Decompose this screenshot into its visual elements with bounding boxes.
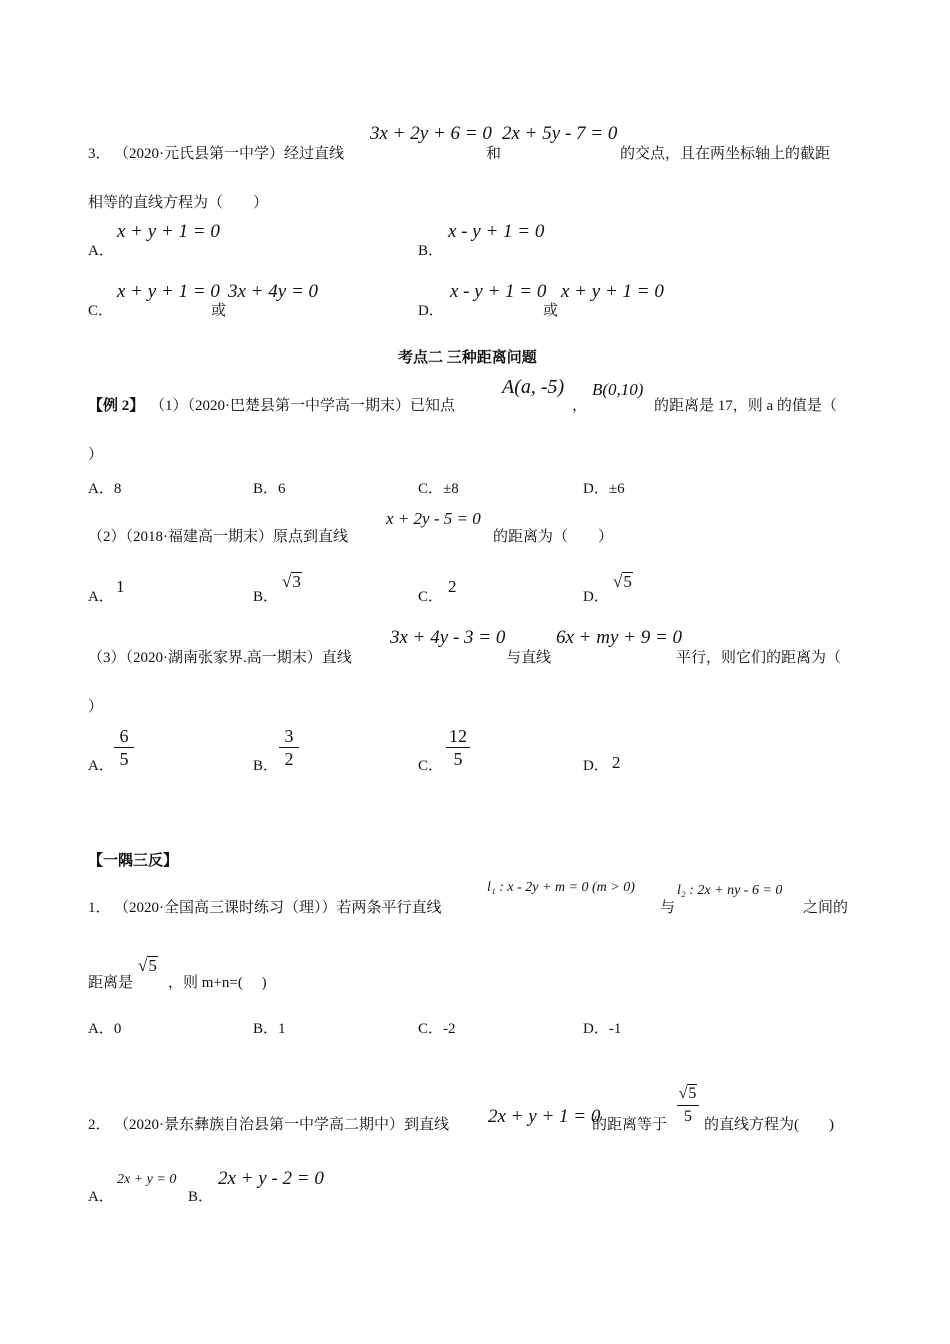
practice-q2-mid: 的距离等于 [592,1117,668,1133]
practice-q2-equation: 2x + y + 1 = 0 [488,1106,601,1127]
practice-q1-sqrt5: √5 [138,956,157,975]
section-title: 考点二 三种距离问题 [398,350,537,366]
ex2-p3-mid: 与直线 [506,650,552,666]
ex2-p3-option-b-fraction: 3 2 [278,725,300,770]
ex2-p1-option-b: B．6 [253,481,286,497]
ex2-p1-close: ） [88,447,104,463]
ex2-p3-option-c-label: C． [418,758,444,774]
ex2-p3-option-d-label: D． [583,758,609,774]
practice-q1-line1: l₁ : x - 2y + m = 0 (m > 0) [487,880,635,895]
practice-q1-with: 与 [660,900,676,916]
ex2-p2-option-d-value: √5 [613,572,632,591]
ex2-p2-option-a-label: A． [88,589,114,605]
q3-line2-equation: 2x + 5y - 7 = 0 [502,123,618,144]
q3-option-d-math2: x + y + 1 = 0 [561,281,664,302]
ex2-p1-option-c: C．±8 [418,481,459,497]
ex2-p2-equation: x + 2y - 5 = 0 [386,509,481,528]
ex2-p1-point-b: B(0,10) [592,380,644,399]
practice-q2-option-b-math: 2x + y - 2 = 0 [218,1168,324,1189]
ex2-p3-option-d-value: 2 [612,753,621,772]
q3-option-b-label: B． [418,243,444,259]
ex2-p3-stem: （3）（2020·湖南张家界.高一期末）直线 [88,650,352,666]
practice-q1-option-b: B．1 [253,1021,286,1037]
ex2-p1-option-d: D．±6 [583,481,625,497]
practice-q2-option-a-math: 2x + y = 0 [117,1172,177,1187]
practice-q1-option-a: A．0 [88,1021,122,1037]
ex2-p3-option-b-label: B． [253,758,279,774]
q3-and: 和 [486,146,502,162]
ex2-p2-option-c-label: C． [418,589,444,605]
ex2-p1-point-a: A(a, -5) [502,376,565,398]
practice-q2-tail: 的直线方程为( ) [704,1117,834,1133]
q3-option-a-label: A． [88,243,114,259]
ex2-p3-tail: 平行，则它们的距离为（ [676,650,842,666]
ex2-p1-option-a: A．8 [88,481,122,497]
ex2-p3-close: ） [88,699,104,715]
practice-q2-number: 2． [88,1117,111,1133]
ex2-p3-option-a-fraction: 6 5 [113,725,135,770]
q3-number: 3． [88,146,111,162]
practice-q2-source: （2020·景东彝族自治县第一中学高二期中）到直线 [114,1117,449,1133]
practice-q1-line2-text-b: ，则 m+n=( ) [168,975,267,991]
q3-option-a-math: x + y + 1 = 0 [117,221,220,242]
q3-source: （2020·元氏县第一中学）经过直线 [114,146,344,162]
q3-stem-tail: 的交点，且在两坐标轴上的截距 [620,146,831,162]
q3-option-c-or: 或 [211,303,227,319]
practice-q2-option-a-label: A． [88,1189,114,1205]
ex2-p2-option-b-label: B． [253,589,279,605]
practice-q2-option-b-label: B． [188,1189,214,1205]
q3-option-d-math1: x - y + 1 = 0 [450,281,547,302]
ex2-p2-option-c-value: 2 [448,577,457,596]
ex2-p2-option-b-value: √3 [282,572,301,591]
q3-option-b-math: x - y + 1 = 0 [448,221,545,242]
q3-line1-equation: 3x + 2y + 6 = 0 [370,123,492,144]
q3-option-d-or: 或 [543,303,559,319]
practice-q2-fraction: √5 5 [676,1083,700,1128]
ex2-p1-stem: （1）（2020·巴楚县第一中学高一期末）已知点 [150,398,455,414]
practice-q1-source: （2020·全国高三课时练习（理））若两条平行直线 [114,900,442,916]
q3-option-d-label: D． [418,303,444,319]
ex2-p1-comma: ， [572,398,588,414]
ex2-p2-stem: （2）（2018·福建高一期末）原点到直线 [88,529,348,545]
ex2-p3-equation1: 3x + 4y - 3 = 0 [390,627,506,648]
ex2-p1-tail: 的距离是 17，则 a 的值是（ [654,398,837,414]
practice-q1-tail: 之间的 [803,900,849,916]
ex2-p3-equation2: 6x + my + 9 = 0 [556,627,683,648]
example-2-tag: 【例 2】 [88,398,145,414]
practice-q1-option-c: C．-2 [418,1021,456,1037]
ex2-p3-option-a-label: A． [88,758,114,774]
practice-q1-option-d: D．-1 [583,1021,622,1037]
practice-q1-line2-text-a: 距离是 [88,975,134,991]
q3-option-c-math2: 3x + 4y = 0 [228,281,319,302]
practice-q1-number: 1． [88,900,111,916]
q3-option-c-math1: x + y + 1 = 0 [117,281,220,302]
practice-q1-line2: l₂ : 2x + ny - 6 = 0 [677,883,783,898]
practice-tag: 【一隅三反】 [88,853,179,869]
ex2-p2-tail: 的距离为（ ） [493,529,614,545]
q3-option-c-label: C． [88,303,114,319]
q3-stem-line2: 相等的直线方程为（ ） [88,195,269,211]
ex2-p2-option-d-label: D． [583,589,609,605]
ex2-p3-option-c-fraction: 12 5 [445,725,471,770]
ex2-p2-option-a-value: 1 [116,577,125,596]
